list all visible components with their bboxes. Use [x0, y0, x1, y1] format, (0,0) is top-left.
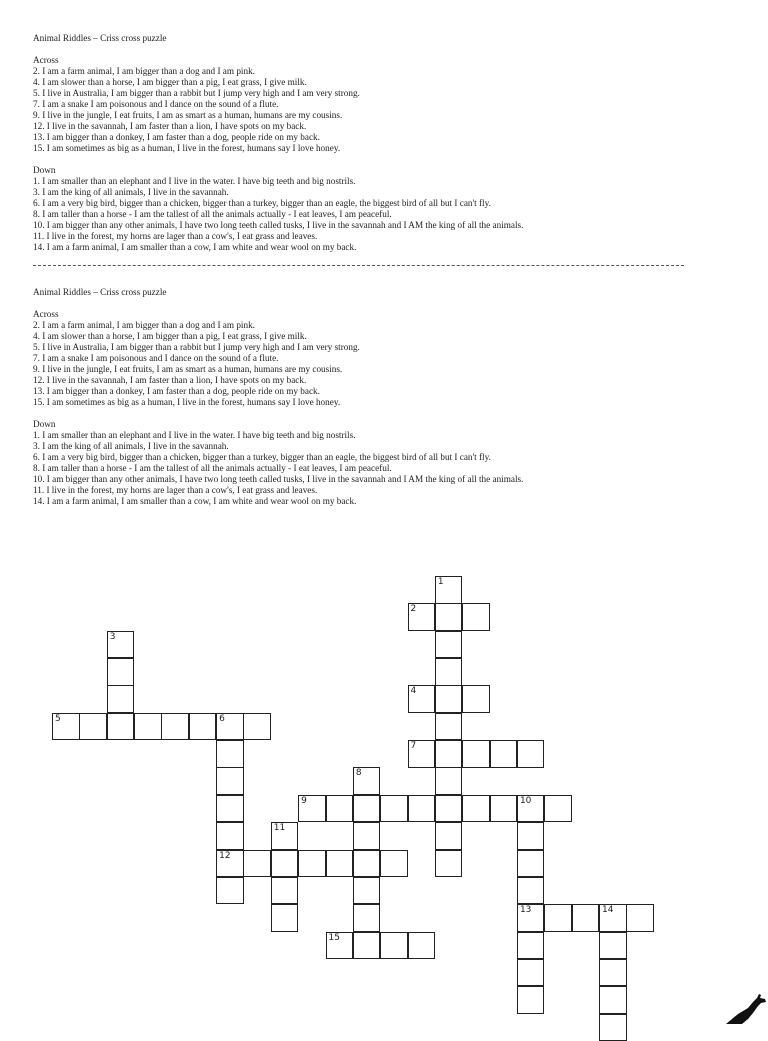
clue-number: 5: [55, 713, 61, 724]
crossword-cell[interactable]: [298, 795, 326, 823]
crossword-cell[interactable]: [326, 850, 354, 878]
down-clue: 10. I am bigger than any other animals, I have two long teeth called tusks, I live in the savannah and I AM the king of all the animals.: [33, 474, 524, 484]
crossword-cell[interactable]: [326, 932, 354, 960]
crossword-cell[interactable]: [107, 631, 135, 659]
crossword-cell[interactable]: [271, 850, 299, 878]
clue-number: 7: [410, 741, 417, 752]
worksheet-title: Animal Riddles – Criss cross puzzle: [33, 33, 167, 43]
across-clue: 9. I live in the jungle, I eat fruits, I am as smart as a human, humans are my cousins.: [33, 364, 343, 374]
clue-number: 14: [602, 905, 614, 916]
crossword-cell[interactable]: [435, 713, 463, 741]
crossword-cell[interactable]: [380, 932, 408, 960]
crossword-cell[interactable]: [462, 603, 490, 631]
crossword-cell[interactable]: [599, 1014, 627, 1041]
crossword-cell[interactable]: [462, 685, 490, 713]
across-clue: 12. I live in the savannah, I am faster than a lion, I have spots on my back.: [33, 121, 307, 131]
crossword-cell[interactable]: [353, 877, 381, 905]
crossword-cell[interactable]: [353, 850, 381, 878]
down-clue: 11. I live in the forest, my horns are lager than a cow's, I eat grass and leaves.: [33, 231, 318, 241]
clue-number: 6: [219, 713, 225, 724]
down-clue: 11. I live in the forest, my horns are lager than a cow's, I eat grass and leaves.: [33, 485, 318, 495]
across-clue: 13. I am bigger than a donkey, I am faster than a dog, people ride on my back.: [33, 386, 320, 396]
crossword-cell[interactable]: [408, 932, 436, 960]
crossword-cell[interactable]: [599, 986, 627, 1014]
across-heading: Across: [33, 55, 59, 65]
crossword-cell[interactable]: [353, 822, 381, 850]
across-clue: 9. I live in the jungle, I eat fruits, I am as smart as a human, humans are my cousins.: [33, 110, 343, 120]
down-clue: 1. I am smaller than an elephant and I live in the water. I have big teeth and big nostrils.: [33, 176, 356, 186]
clue-number: 8: [355, 768, 362, 779]
clue-number: 11: [273, 823, 286, 834]
down-clue: 10. I am bigger than any other animals, I have two long teeth called tusks, I live in the savannah and I AM the king of all the animals.: [33, 220, 524, 230]
crossword-cell[interactable]: [517, 877, 545, 905]
crossword-cell[interactable]: [599, 932, 627, 960]
crossword-cell[interactable]: [353, 767, 381, 795]
clue-number: 15: [328, 932, 340, 943]
crossword-cell[interactable]: [408, 740, 436, 768]
clue-number: 13: [519, 905, 532, 916]
down-clue: 14. I am a farm animal, I am smaller than a cow, I am white and wear wool on my back.: [33, 496, 357, 506]
crossword-cell[interactable]: [408, 685, 436, 713]
riddles-block-1: [33, 33, 753, 253]
giraffe-icon: [720, 994, 768, 1024]
riddles-block-2: [33, 287, 753, 507]
clue-number: 4: [410, 686, 417, 697]
across-clue: 5. I live in Australia, I am bigger than a rabbit but I jump very high and I am very strong.: [33, 88, 360, 98]
down-clue: 6. I am a very big bird, bigger than a chicken, bigger than a turkey, bigger than an eagle, the biggest bird of all but I can't fly.: [33, 198, 491, 208]
crossword-cell[interactable]: [408, 603, 436, 631]
across-heading: Across: [33, 309, 59, 319]
crossword-cell[interactable]: [216, 877, 244, 905]
down-heading: Down: [33, 165, 56, 175]
crossword-cell[interactable]: [599, 904, 627, 932]
crossword-cell[interactable]: [271, 877, 299, 905]
crossword-cell[interactable]: [544, 904, 572, 932]
crossword-cell[interactable]: [353, 795, 381, 823]
across-clue: 12. I live in the savannah, I am faster than a lion, I have spots on my back.: [33, 375, 307, 385]
clue-number: 10: [519, 795, 532, 806]
across-clue: 7. I am a snake I am poisonous and I dance on the sound of a flute.: [33, 99, 279, 109]
crossword-cell[interactable]: [599, 959, 627, 987]
clue-number: 2: [410, 604, 417, 615]
across-clue: 5. I live in Australia, I am bigger than a rabbit but I jump very high and I am very strong.: [33, 342, 360, 352]
down-clue: 8. I am taller than a horse - I am the tallest of all the animals actually - I eat leaves, I am peaceful.: [33, 463, 392, 473]
crossword-cell[interactable]: [216, 850, 244, 878]
across-clue: 15. I am sometimes as big as a human, I live in the forest, humans say I love honey.: [33, 143, 341, 153]
crossword-cell[interactable]: [243, 713, 271, 741]
crossword-cell[interactable]: [435, 850, 463, 878]
crossword-cell[interactable]: [79, 713, 107, 741]
cut-divider: [33, 265, 684, 266]
across-clue: 13. I am bigger than a donkey, I am faster than a dog, people ride on my back.: [33, 132, 320, 142]
crossword-cell[interactable]: [572, 904, 600, 932]
down-clue: 14. I am a farm animal, I am smaller than a cow, I am white and wear wool on my back.: [33, 242, 357, 252]
crossword-cell[interactable]: [517, 932, 545, 960]
crossword-cell[interactable]: [462, 795, 490, 823]
down-heading: Down: [33, 419, 56, 429]
crossword-cell[interactable]: [490, 740, 518, 768]
crossword-cell[interactable]: [490, 795, 518, 823]
clue-number: 3: [109, 631, 116, 642]
crossword-cell[interactable]: [544, 795, 572, 823]
clue-number: 1: [437, 577, 444, 587]
crossword-cell[interactable]: [216, 713, 244, 741]
crossword-cell[interactable]: [517, 904, 545, 932]
crossword-cell[interactable]: [435, 767, 463, 795]
crossword-cell[interactable]: [161, 713, 189, 741]
crossword-cell[interactable]: [107, 713, 135, 741]
crossword-cell[interactable]: [408, 795, 436, 823]
down-clue: 3. I am the king of all animals, I live in the savannah.: [33, 187, 229, 197]
crossword-cell[interactable]: [216, 822, 244, 850]
crossword-cell[interactable]: [517, 822, 545, 850]
crossword-cell[interactable]: [326, 795, 354, 823]
clue-number: 9: [301, 795, 307, 806]
crossword-cell[interactable]: [380, 795, 408, 823]
crossword-cell[interactable]: [380, 850, 408, 878]
crossword-cell[interactable]: [189, 713, 217, 741]
across-clue: 2. I am a farm animal, I am bigger than a dog and I am pink.: [33, 66, 255, 76]
crossword-cell[interactable]: [517, 795, 545, 823]
across-clue: 4. I am slower than a horse, I am bigger than a pig, I eat grass, I give milk.: [33, 77, 307, 87]
down-clue: 3. I am the king of all animals, I live in the savannah.: [33, 441, 229, 451]
crossword-cell[interactable]: [435, 658, 463, 686]
crossword-cell[interactable]: [517, 850, 545, 878]
across-clue: 4. I am slower than a horse, I am bigger than a pig, I eat grass, I give milk.: [33, 331, 307, 341]
crossword-cell[interactable]: [216, 767, 244, 795]
clue-number: 12: [219, 850, 231, 861]
crossword-cell[interactable]: [271, 904, 299, 932]
crossword-cell[interactable]: [353, 904, 381, 932]
crossword-cell[interactable]: [243, 850, 271, 878]
down-clue: 8. I am taller than a horse - I am the tallest of all the animals actually - I eat leaves, I am peaceful.: [33, 209, 392, 219]
crossword-cell[interactable]: [435, 631, 463, 659]
worksheet-title: Animal Riddles – Criss cross puzzle: [33, 287, 167, 297]
crossword-cell[interactable]: [107, 685, 135, 713]
crossword-cell[interactable]: [517, 986, 545, 1014]
crossword-cell[interactable]: [216, 795, 244, 823]
crossword-cell[interactable]: [517, 740, 545, 768]
down-clue: 6. I am a very big bird, bigger than a chicken, bigger than a turkey, bigger than an eagle, the biggest bird of all but I can't fly.: [33, 452, 491, 462]
crossword-cell[interactable]: [462, 740, 490, 768]
crossword-cell[interactable]: [134, 713, 162, 741]
crossword-cell[interactable]: [435, 795, 463, 823]
crossword-cell[interactable]: [435, 576, 463, 604]
crossword-cell[interactable]: [271, 822, 299, 850]
crossword-cell[interactable]: [517, 959, 545, 987]
across-clue: 2. I am a farm animal, I am bigger than a dog and I am pink.: [33, 320, 255, 330]
crossword-cell[interactable]: [298, 850, 326, 878]
crossword-cell[interactable]: [107, 658, 135, 686]
crossword-cell[interactable]: [216, 740, 244, 768]
crossword-cell[interactable]: [435, 603, 463, 631]
crossword-cell[interactable]: [52, 713, 80, 741]
across-clue: 15. I am sometimes as big as a human, I live in the forest, humans say I love honey.: [33, 397, 341, 407]
crossword-cell[interactable]: [353, 932, 381, 960]
crossword-cell[interactable]: [435, 822, 463, 850]
crossword-cell[interactable]: [626, 904, 654, 932]
crossword-cell[interactable]: [435, 740, 463, 768]
crossword-cell[interactable]: [435, 685, 463, 713]
across-clue: 7. I am a snake I am poisonous and I dance on the sound of a flute.: [33, 353, 279, 363]
down-clue: 1. I am smaller than an elephant and I live in the water. I have big teeth and big nostrils.: [33, 430, 356, 440]
